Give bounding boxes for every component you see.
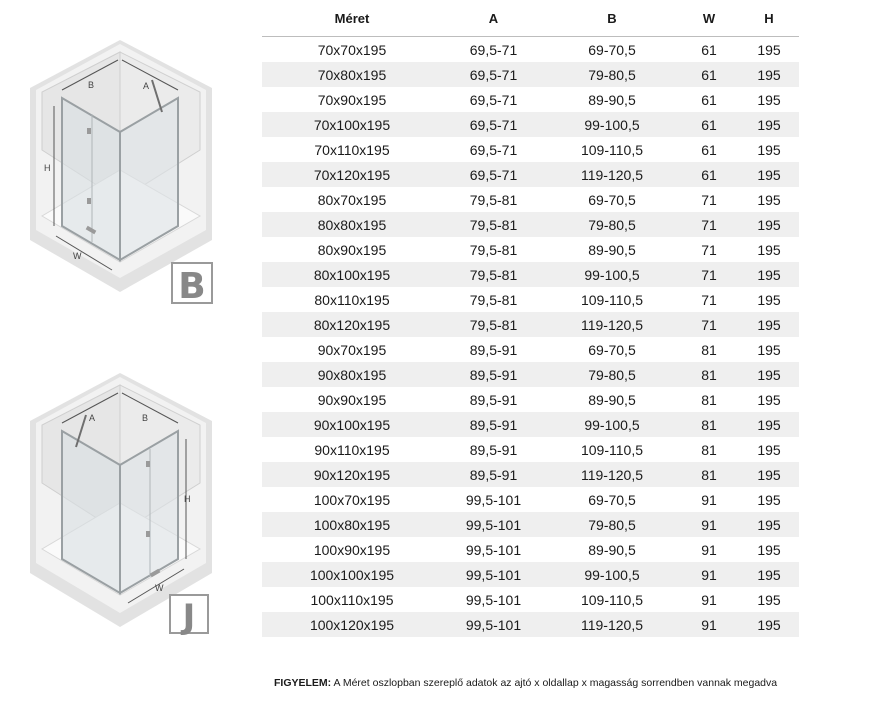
cell-a: 99,5-101 [442,612,545,637]
cell-h: 195 [757,491,781,508]
cell-h: 195 [757,591,781,608]
cell-a: 79,5-81 [442,312,545,337]
table-row [262,187,799,212]
cell-h: 195 [757,191,781,208]
cell-b: 99-100,5 [545,112,679,137]
cell-b: 69-70,5 [588,191,636,208]
cell-h: 195 [739,162,799,187]
cell-meret: 90x120x195 [262,462,442,487]
cell-b: 79-80,5 [545,62,679,87]
cell-meret: 90x70x195 [317,341,387,358]
cell-b: 79-80,5 [545,362,679,387]
cell-meret: 100x90x195 [313,541,391,558]
cell-w: 91 [679,612,739,637]
cell-w: 81 [701,341,717,358]
cell-b: 99-100,5 [545,262,679,287]
cell-meret: 70x110x195 [314,141,390,158]
cell-h: 195 [739,612,799,637]
cell-h: 195 [757,441,781,458]
cell-meret: 100x80x195 [262,512,442,537]
cell-w: 71 [679,262,739,287]
cell-a: 79,5-81 [442,262,545,287]
cell-h: 195 [739,512,799,537]
dimension-label-w: W [155,583,164,593]
cell-a: 99,5-101 [442,562,545,587]
dimension-label-b: B [142,413,149,423]
cell-b: 89-90,5 [588,91,636,108]
table-row [262,287,799,312]
cell-h: 195 [757,241,781,258]
cell-meret: 90x90x195 [317,391,387,408]
cell-meret: 80x80x195 [262,212,442,237]
dimension-label-b: B [88,80,95,90]
cell-b: 109-110,5 [580,441,643,458]
cell-a: 89,5-91 [442,462,545,487]
cell-w: 81 [701,441,717,458]
table-row [262,87,799,112]
table-row [262,487,799,512]
cell-b: 89-90,5 [588,391,636,408]
table-row [262,212,799,237]
cell-a: 79,5-81 [442,212,545,237]
cell-w: 61 [679,112,739,137]
table-row [262,412,799,437]
size-table [262,0,799,637]
cell-b: 69-70,5 [588,341,636,358]
shower-diagram-j [0,365,260,645]
cell-a: 69,5-71 [442,112,545,137]
dimension-label-a: A [143,81,150,91]
cell-w: 91 [701,541,717,558]
footnote-text: A Méret oszlopban szereplő adatok az ajtó x oldallap x magasság sorrendben vannak megadva [331,677,778,689]
header-meret: Méret [262,0,442,37]
table-row [262,37,799,63]
cell-b: 89-90,5 [588,241,636,258]
cell-meret: 80x110x195 [314,291,390,308]
table-row [262,462,799,487]
cell-b: 79-80,5 [545,512,679,537]
cell-w: 81 [701,391,717,408]
cell-w: 71 [679,312,739,337]
cell-h: 195 [739,562,799,587]
cell-a: 69,5-71 [442,62,545,87]
table-row [262,137,799,162]
cell-a: 99,5-101 [465,591,522,608]
cell-h: 195 [757,141,781,158]
cell-h: 195 [739,362,799,387]
table-row [262,587,799,612]
table-row [262,237,799,262]
cell-a: 79,5-81 [469,241,518,258]
cell-a: 89,5-91 [469,341,518,358]
cell-meret: 70x80x195 [262,62,442,87]
cell-h: 195 [739,462,799,487]
cell-b: 119-120,5 [545,462,679,487]
variant-badge-j: J [182,597,196,637]
variant-badge-b: B [178,266,206,307]
table-row [262,612,799,637]
cell-b: 69-70,5 [588,41,636,58]
cell-h: 195 [739,412,799,437]
cell-b: 89-90,5 [588,541,636,558]
cell-b: 119-120,5 [545,312,679,337]
cell-h: 195 [739,262,799,287]
cell-h: 195 [739,212,799,237]
cell-b: 109-110,5 [580,141,643,158]
cell-b: 109-110,5 [580,291,643,308]
cell-h: 195 [739,62,799,87]
table-row [262,437,799,462]
table-row [262,312,799,337]
cell-meret: 100x120x195 [262,612,442,637]
cell-w: 61 [679,162,739,187]
cell-b: 99-100,5 [545,412,679,437]
header-w: W [679,0,739,37]
cell-a: 99,5-101 [442,512,545,537]
cell-w: 71 [701,241,717,258]
cell-meret: 100x100x195 [262,562,442,587]
cell-meret: 100x70x195 [313,491,391,508]
dimension-label-a: A [89,413,96,423]
cell-w: 71 [701,291,717,308]
table-row [262,62,799,87]
cell-b: 109-110,5 [580,591,643,608]
cell-h: 195 [757,91,781,108]
table-row [262,112,799,137]
cell-w: 91 [679,562,739,587]
cell-meret: 70x90x195 [317,91,387,108]
table-row [262,387,799,412]
table-body [262,37,799,638]
cell-h: 195 [757,541,781,558]
cell-meret: 70x120x195 [262,162,442,187]
cell-h: 195 [757,391,781,408]
table-row [262,337,799,362]
footnote-label: FIGYELEM: [274,677,332,689]
cell-a: 99,5-101 [465,541,522,558]
cell-h: 195 [757,341,781,358]
size-table-container [262,0,799,637]
cell-meret: 90x110x195 [314,441,390,458]
cell-w: 81 [679,362,739,387]
table-row [262,537,799,562]
cell-w: 81 [679,462,739,487]
cell-meret: 100x110x195 [310,591,394,608]
cell-meret: 90x100x195 [262,412,442,437]
header-a: A [442,0,545,37]
header-b: B [545,0,679,37]
cell-h: 195 [757,41,781,58]
header-h: H [739,0,799,37]
cell-meret: 80x120x195 [262,312,442,337]
cell-b: 69-70,5 [588,491,636,508]
cell-a: 79,5-81 [469,191,518,208]
dimension-label-h: H [184,494,191,504]
dimension-label-w: W [73,251,82,261]
table-row [262,362,799,387]
table-row [262,262,799,287]
table-header-row [262,0,799,37]
cell-w: 91 [701,491,717,508]
cell-w: 71 [679,212,739,237]
cell-a: 89,5-91 [469,391,518,408]
cell-a: 89,5-91 [442,412,545,437]
table-row [262,562,799,587]
cell-b: 99-100,5 [545,562,679,587]
cell-meret: 90x80x195 [262,362,442,387]
cell-meret: 70x70x195 [317,41,387,58]
cell-a: 69,5-71 [469,91,518,108]
cell-a: 89,5-91 [469,441,518,458]
cell-w: 91 [701,591,717,608]
cell-b: 119-120,5 [545,162,679,187]
cell-h: 195 [757,291,781,308]
table-row [262,512,799,537]
cell-h: 195 [739,312,799,337]
cell-b: 79-80,5 [545,212,679,237]
cell-a: 69,5-71 [442,162,545,187]
cell-a: 89,5-91 [442,362,545,387]
cell-w: 91 [679,512,739,537]
cell-b: 119-120,5 [545,612,679,637]
cell-a: 69,5-71 [469,41,518,58]
table-row [262,162,799,187]
cell-w: 61 [701,91,717,108]
cell-a: 99,5-101 [465,491,522,508]
cell-h: 195 [739,112,799,137]
cell-w: 61 [679,62,739,87]
cell-w: 61 [701,141,717,158]
cell-a: 69,5-71 [469,141,518,158]
footnote [274,677,777,689]
cell-a: 79,5-81 [469,291,518,308]
cell-w: 81 [679,412,739,437]
shower-diagram-b [0,30,260,310]
cell-w: 61 [701,41,717,58]
cell-meret: 80x70x195 [317,191,387,208]
cell-meret: 80x100x195 [262,262,442,287]
cell-meret: 80x90x195 [317,241,387,258]
dimension-label-h: H [44,163,51,173]
cell-w: 71 [701,191,717,208]
cell-meret: 70x100x195 [262,112,442,137]
